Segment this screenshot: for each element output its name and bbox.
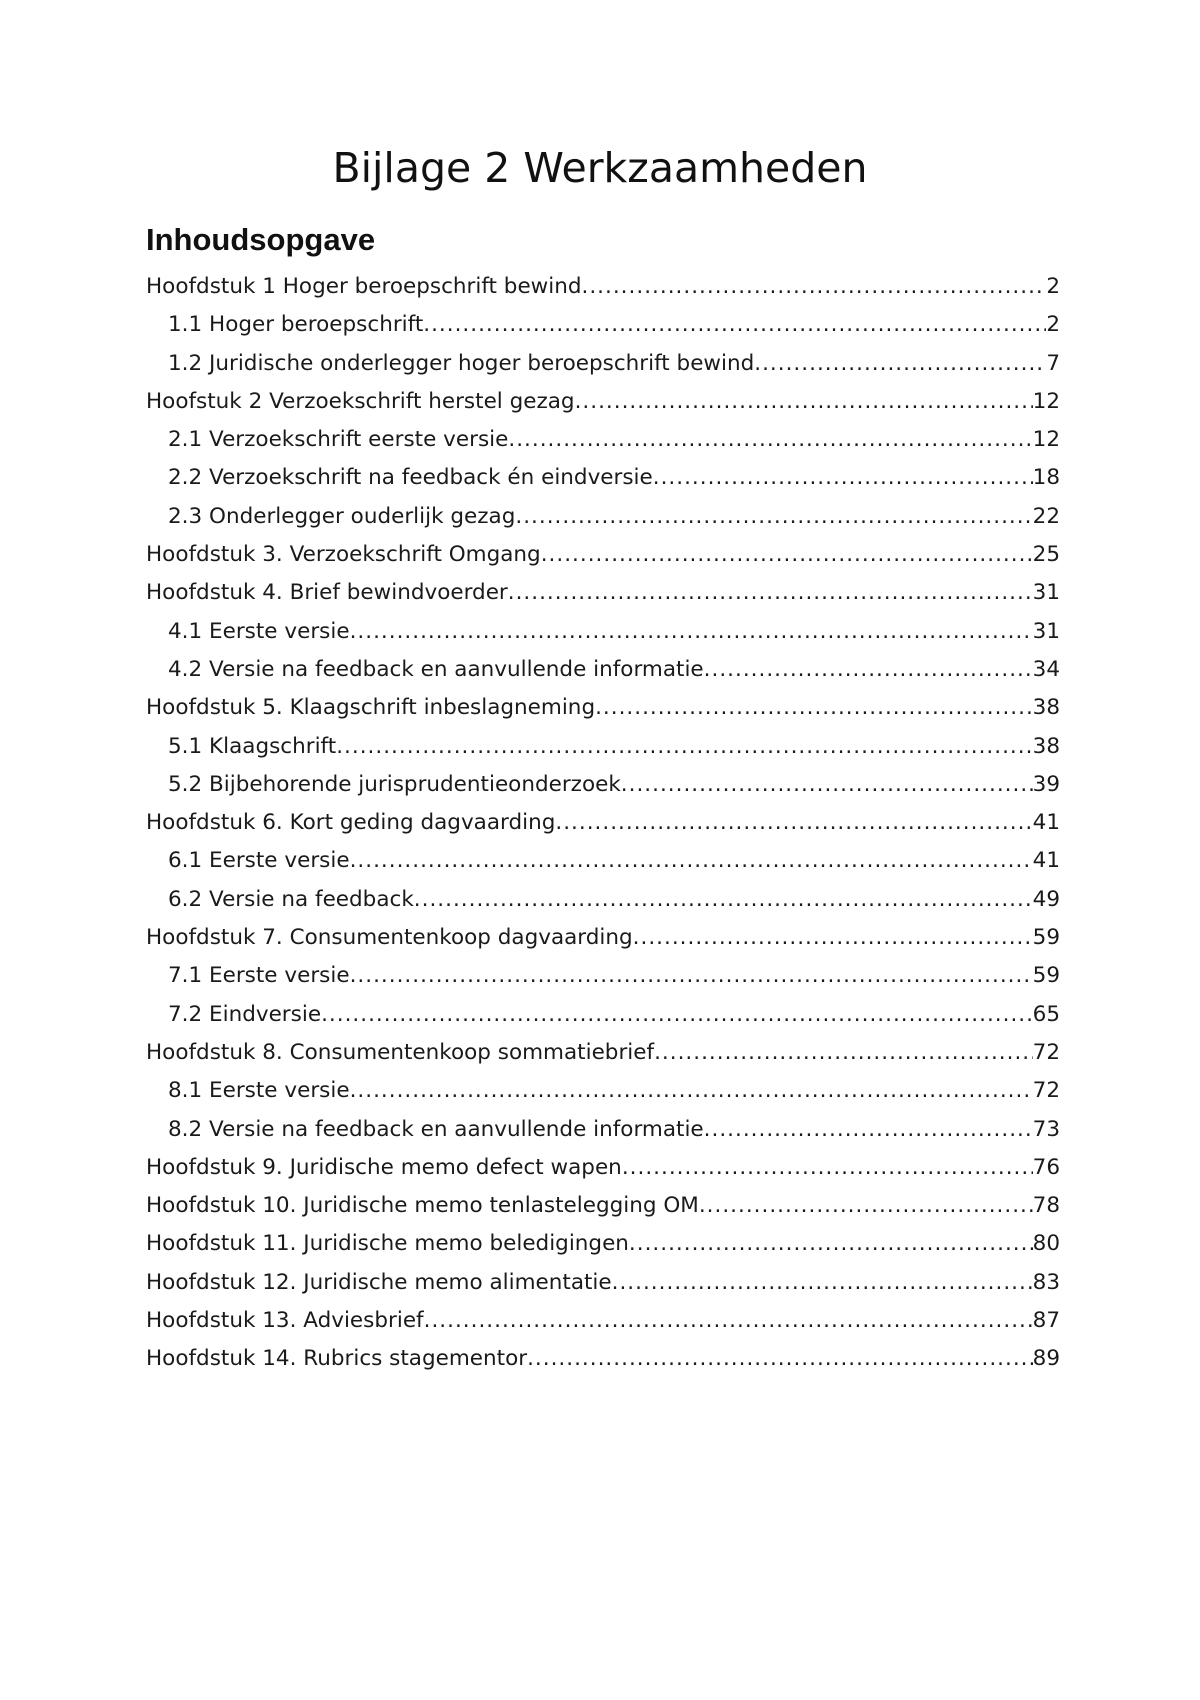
toc-entry[interactable] [146, 536, 1060, 574]
toc-entry-label: Hoofdstuk 10. Juridische memo tenlastelegging OM [146, 1193, 699, 1219]
toc-entry[interactable] [146, 1149, 1060, 1187]
toc-entry-page-number: 12 [1032, 427, 1060, 453]
toc-dot-leader [754, 345, 1046, 383]
toc-entry[interactable] [146, 1034, 1060, 1072]
toc-entry[interactable] [146, 842, 1060, 880]
toc-entry[interactable] [146, 1302, 1060, 1340]
toc-entry-page-number: 38 [1032, 733, 1060, 759]
toc-dot-leader [336, 728, 1032, 766]
toc-entry-page-number: 83 [1032, 1269, 1060, 1295]
toc-entry-page-number: 31 [1032, 618, 1060, 644]
toc-entry[interactable] [146, 957, 1060, 995]
toc-entry[interactable] [146, 498, 1060, 536]
toc-entry-label: 2.1 Verzoekschrift eerste versie [168, 427, 509, 453]
toc-dot-leader [527, 1340, 1033, 1378]
toc-entry-label: Hoofdstuk 13. Adviesbrief [146, 1308, 424, 1334]
toc-entry[interactable] [146, 651, 1060, 689]
toc-dot-leader [621, 766, 1033, 804]
toc-entry-page-number: 76 [1032, 1154, 1060, 1180]
toc-entry-label: 2.2 Verzoekschrift na feedback én eindversie [168, 465, 653, 491]
toc-entry[interactable] [146, 996, 1060, 1034]
toc-dot-leader [595, 689, 1033, 727]
toc-entry-page-number: 59 [1032, 925, 1060, 951]
toc-entry[interactable] [146, 919, 1060, 957]
toc-dot-leader [612, 1264, 1033, 1302]
toc-entry-page-number: 2 [1046, 312, 1060, 338]
toc-dot-leader [699, 1187, 1033, 1225]
toc-dot-leader [541, 536, 1033, 574]
toc-entry-label: 4.1 Eerste versie [168, 618, 350, 644]
toc-entry-label: 5.2 Bijbehorende jurisprudentieonderzoek [168, 771, 621, 797]
toc-entry-label: 6.1 Eerste versie [168, 848, 350, 874]
toc-entry-label: 6.2 Versie na feedback [168, 886, 414, 912]
toc-entry-label: 1.1 Hoger beroepschrift [168, 312, 424, 338]
toc-dot-leader [423, 306, 1046, 344]
toc-entry[interactable] [146, 459, 1060, 497]
toc-entry[interactable] [146, 804, 1060, 842]
table-of-contents [146, 268, 1060, 1379]
toc-entry[interactable] [146, 766, 1060, 804]
toc-entry[interactable] [146, 1187, 1060, 1225]
toc-entry-label: Hoofdstuk 9. Juridische memo defect wapen [146, 1154, 622, 1180]
toc-entry-page-number: 25 [1032, 542, 1060, 568]
toc-dot-leader [424, 1302, 1033, 1340]
toc-dot-leader [508, 574, 1033, 612]
toc-entry[interactable] [146, 881, 1060, 919]
toc-entry[interactable] [146, 574, 1060, 612]
toc-entry-label: 5.1 Klaagschrift [168, 733, 337, 759]
toc-entry-page-number: 12 [1032, 388, 1060, 414]
toc-entry[interactable] [146, 1111, 1060, 1149]
toc-entry[interactable] [146, 421, 1060, 459]
toc-entry-label: 1.2 Juridische onderlegger hoger beroepschrift bewind [168, 350, 755, 376]
toc-dot-leader [508, 421, 1032, 459]
toc-entry-page-number: 65 [1032, 1001, 1060, 1027]
toc-dot-leader [350, 957, 1033, 995]
toc-entry-label: Hoofstuk 2 Verzoekschrift herstel gezag [146, 388, 575, 414]
toc-entry-label: Hoofdstuk 14. Rubrics stagementor [146, 1346, 528, 1372]
toc-entry-page-number: 80 [1032, 1231, 1060, 1257]
toc-entry[interactable] [146, 268, 1060, 306]
toc-entry-label: 2.3 Onderlegger ouderlijk gezag [168, 503, 516, 529]
toc-entry-label: Hoofdstuk 6. Kort geding dagvaarding [146, 810, 556, 836]
toc-entry-page-number: 38 [1032, 695, 1060, 721]
toc-entry-page-number: 18 [1032, 465, 1060, 491]
toc-entry-page-number: 41 [1032, 848, 1060, 874]
toc-entry[interactable] [146, 306, 1060, 344]
toc-dot-leader [350, 613, 1033, 651]
toc-entry-page-number: 39 [1032, 771, 1060, 797]
toc-entry-page-number: 87 [1032, 1308, 1060, 1334]
toc-dot-leader [350, 1072, 1033, 1110]
toc-entry[interactable] [146, 383, 1060, 421]
toc-entry-page-number: 73 [1032, 1116, 1060, 1142]
toc-entry[interactable] [146, 1340, 1060, 1378]
toc-entry[interactable] [146, 728, 1060, 766]
document-title: Bijlage 2 Werkzaamheden [332, 144, 868, 192]
toc-entry-page-number: 34 [1032, 656, 1060, 682]
toc-entry-page-number: 72 [1032, 1039, 1060, 1065]
toc-entry-label: 4.2 Versie na feedback en aanvullende informatie [168, 656, 704, 682]
toc-entry-label: Hoofdstuk 12. Juridische memo alimentatie [146, 1269, 612, 1295]
toc-entry[interactable] [146, 613, 1060, 651]
toc-dot-leader [321, 996, 1033, 1034]
toc-dot-leader [633, 919, 1033, 957]
toc-entry-page-number: 89 [1032, 1346, 1060, 1372]
toc-dot-leader [622, 1149, 1033, 1187]
toc-entry-label: Hoofdstuk 1 Hoger beroepschrift bewind [146, 274, 582, 299]
toc-entry-page-number: 78 [1032, 1193, 1060, 1219]
toc-entry-label: Hoofdstuk 5. Klaagschrift inbeslagneming [146, 695, 596, 721]
toc-entry[interactable] [146, 1264, 1060, 1302]
toc-dot-leader [704, 651, 1033, 689]
toc-entry-label: Hoofdstuk 3. Verzoekschrift Omgang [146, 542, 541, 568]
toc-entry-label: 7.1 Eerste versie [168, 963, 350, 989]
toc-dot-leader [515, 498, 1032, 536]
toc-dot-leader [654, 1034, 1033, 1072]
toc-entry-page-number: 59 [1032, 963, 1060, 989]
toc-dot-leader [350, 842, 1033, 880]
toc-entry-page-number: 31 [1032, 580, 1060, 606]
toc-entry[interactable] [146, 1072, 1060, 1110]
toc-entry-label: 7.2 Eindversie [168, 1001, 322, 1027]
toc-dot-leader [653, 459, 1033, 497]
toc-entry-label: 8.1 Eerste versie [168, 1078, 350, 1104]
toc-entry-label: Hoofdstuk 11. Juridische memo beledigingen [146, 1231, 629, 1257]
toc-entry-page-number: 49 [1032, 886, 1060, 912]
toc-entry-page-number: 41 [1032, 810, 1060, 836]
toc-entry[interactable] [146, 689, 1060, 727]
toc-entry-page-number: 7 [1046, 350, 1060, 376]
toc-heading: Inhoudsopgave [146, 222, 376, 257]
toc-entry-label: 8.2 Versie na feedback en aanvullende informatie [168, 1116, 704, 1142]
toc-dot-leader [582, 268, 1047, 306]
toc-entry-label: Hoofdstuk 8. Consumentenkoop sommatiebrief [146, 1039, 655, 1065]
toc-dot-leader [629, 1225, 1033, 1263]
toc-entry-page-number: 72 [1032, 1078, 1060, 1104]
toc-entry[interactable] [146, 345, 1060, 383]
toc-dot-leader [414, 881, 1033, 919]
toc-dot-leader [555, 804, 1032, 842]
toc-dot-leader [575, 383, 1033, 421]
toc-entry[interactable] [146, 1225, 1060, 1263]
toc-entry-page-number: 22 [1032, 503, 1060, 529]
toc-dot-leader [704, 1111, 1033, 1149]
toc-entry-label: Hoofdstuk 7. Consumentenkoop dagvaarding [146, 925, 633, 951]
toc-entry-page-number: 2 [1046, 274, 1060, 299]
toc-entry-label: Hoofdstuk 4. Brief bewindvoerder [146, 580, 508, 606]
